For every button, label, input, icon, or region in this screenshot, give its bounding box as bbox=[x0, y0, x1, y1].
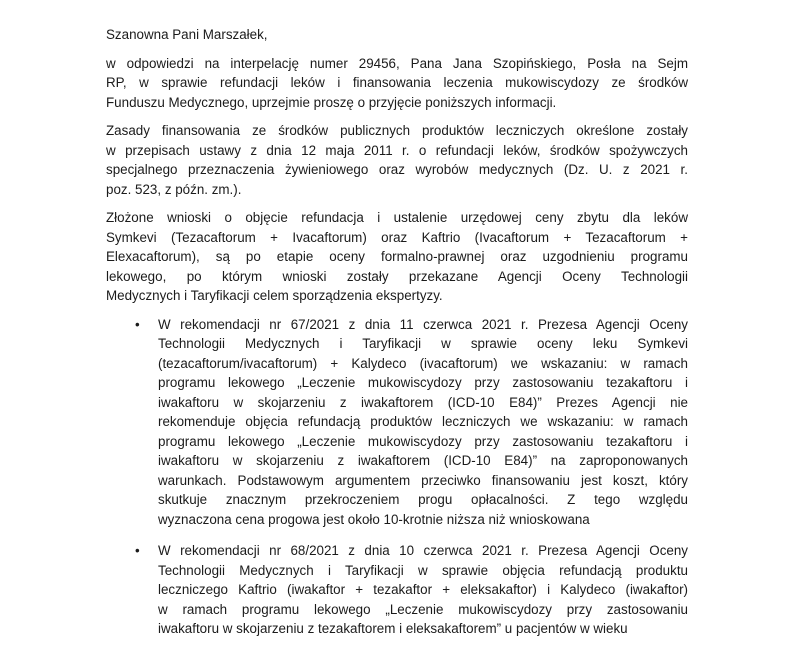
text-line: w odpowiedzi na interpelację numer 29456, Pana Jana Szopińskiego, Posła na Sejm bbox=[106, 55, 688, 71]
text-line: RP, w sprawie refundacji leków i finansowania leczenia mukowiscydozy ze środków bbox=[106, 75, 688, 90]
text-line: leczniczego Kaftrio (iwakaftor + tezakaftor + eleksakaftor) i Kalydeco (iwakaftor) bbox=[158, 582, 688, 597]
text-line: (tezacaftorum/ivacaftorum) + Kalydeco (ivacaftorum) we wskazaniu: w ramach bbox=[158, 355, 688, 371]
text-line: Szanowna Pani Marszałek, bbox=[106, 27, 268, 42]
text-line: W rekomendacji nr 68/2021 z dnia 10 czerwca 2021 r. Prezesa Agencji Oceny bbox=[158, 543, 688, 558]
bullet-item bbox=[106, 315, 688, 530]
text-line: lekowego, po którym wnioski zostały przekazane Agencji Oceny Technologii bbox=[106, 268, 688, 284]
text-line: warunkach. Podstawowym argumentem przeciwko finansowaniu jest koszt, który bbox=[158, 472, 688, 488]
text-line: Technologii Medycznych i Taryfikacji w sprawie objęcia refundacją produktu bbox=[158, 562, 688, 578]
text-line: programu lekowego „Leczenie mukowiscydozy przy zastosowaniu tezakaftoru i bbox=[158, 375, 688, 390]
text-line: iwakaftoru w skojarzeniu z tezakaftorem i eleksakaftorem” u pacjentów w wieku bbox=[158, 621, 628, 636]
paragraph bbox=[106, 208, 688, 306]
text-line: Technologii Medycznych i Taryfikacji w sprawie oceny leku Symkevi bbox=[158, 336, 688, 351]
text-line: skutkuje znacznym przekroczeniem progu opłacalności. Z tego względu bbox=[158, 492, 688, 507]
bullet-marker-icon: • bbox=[135, 316, 140, 332]
text-line: poz. 523, z późn. zm.). bbox=[106, 181, 242, 197]
text-line: Zasady finansowania ze środków publicznych produktów leczniczych określone zostały bbox=[106, 123, 688, 138]
text-line: iwakaftoru w skojarzeniu z iwakaftorem (ICD-10 E84)” Prezes Agencji nie bbox=[158, 394, 688, 410]
text-line: rekomenduje objęcia refundacją produktów leczniczych we wskazaniu: w ramach bbox=[158, 414, 688, 429]
bullet-item bbox=[106, 541, 688, 639]
paragraph bbox=[106, 54, 688, 113]
bullet-marker-icon: • bbox=[135, 543, 140, 558]
text-line: specjalnego przeznaczenia żywieniowego oraz wyrobów medycznych (Dz. U. z 2021 r. bbox=[106, 162, 688, 177]
letter-body bbox=[106, 25, 688, 651]
text-line: programu lekowego „Leczenie mukowiscydozy przy zastosowaniu tezakaftoru i bbox=[158, 433, 688, 449]
text-line: w przepisach ustawy z dnia 12 maja 2011 r. o refundacji leków, środków spożywczych bbox=[106, 142, 688, 158]
text-line: Medycznych i Taryfikacji celem sporządzenia ekspertyzy. bbox=[106, 288, 443, 303]
text-line: iwakaftoru w skojarzeniu z iwakaftorem (ICD-10 E84)” na zaproponowanych bbox=[158, 453, 688, 468]
text-line: Złożone wnioski o objęcie refundacja i ustalenie urzędowej ceny zbytu dla leków bbox=[106, 210, 688, 225]
paragraph bbox=[106, 25, 688, 45]
text-line: w ramach programu lekowego „Leczenie mukowiscydozy przy zastosowaniu bbox=[158, 601, 688, 617]
text-line: wyznaczona cena progowa jest około 10-krotnie niższa niż wnioskowana bbox=[158, 511, 590, 527]
text-line: Symkevi (Tezacaftorum + Ivacaftorum) oraz Kaftrio (Ivacaftorum + Tezacaftorum + bbox=[106, 229, 688, 245]
text-line: W rekomendacji nr 67/2021 z dnia 11 czerwca 2021 r. Prezesa Agencji Oceny bbox=[158, 316, 688, 332]
text-line: Elexacaftorum), są po etapie oceny formalno-prawnej oraz uzgodnieniu programu bbox=[106, 249, 688, 264]
paragraph bbox=[106, 121, 688, 199]
text-line: Funduszu Medycznego, uprzejmie proszę o przyjęcie poniższych informacji. bbox=[106, 94, 557, 110]
